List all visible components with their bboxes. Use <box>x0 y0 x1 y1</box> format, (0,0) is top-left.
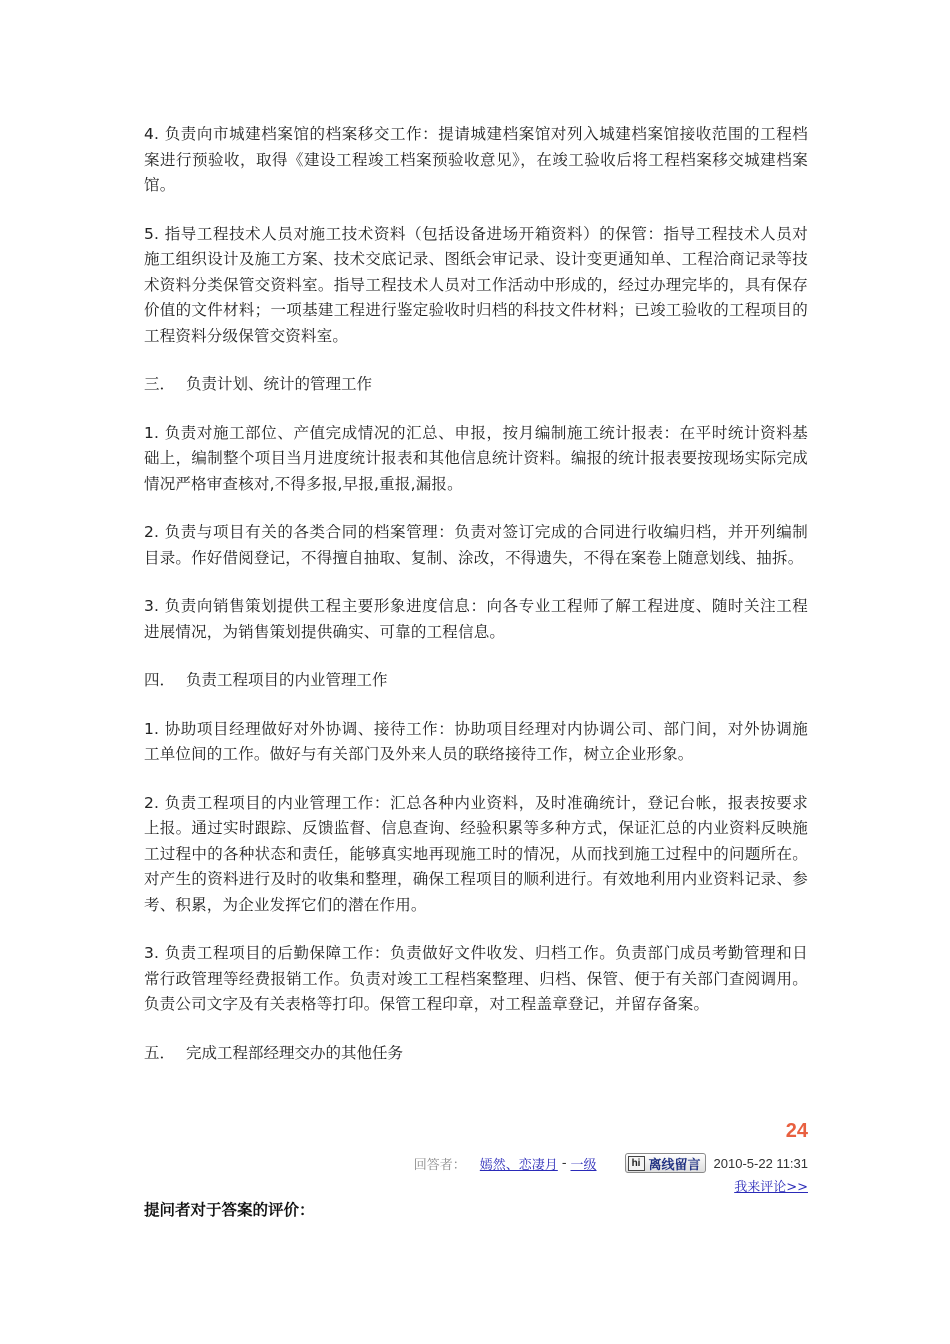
section-number: 五． <box>144 1043 176 1062</box>
section-title: 负责工程项目的内业管理工作 <box>186 671 388 689</box>
answerer-name-link[interactable]: 嫣然、恋凄月 <box>479 1157 558 1173</box>
section3-item-3: 3. 负责向销售策划提供工程主要形象进度信息：向各专业工程师了解工程进度、随时关注工程进展情况，为销售策划提供确实、可靠的工程信息。 <box>144 597 808 641</box>
offline-message-label: 离线留言 <box>648 1157 701 1173</box>
section-heading-3 <box>144 372 808 398</box>
hi-messenger-icon: hi <box>628 1156 645 1171</box>
section-title: 完成工程部经理交办的其他任务 <box>186 1043 404 1062</box>
answerer-label: 回答者： <box>413 1157 466 1173</box>
separator: - <box>561 1155 567 1171</box>
section3-item-1: 1. 负责对施工部位、产值完成情况的汇总、申报，按月编制施工统计报表：在平时统计资料基础上，编制整个项目当月进度统计报表和其他信息统计资料。编报的统计报表要按现场实际完成情况严格审查核对,不得多报,早报,重报,漏报。 <box>144 423 808 493</box>
section-heading-5 <box>144 1041 808 1067</box>
section-title: 负责计划、统计的管理工作 <box>186 375 373 393</box>
add-comment-link[interactable]: 我来评论>> <box>734 1180 808 1195</box>
section3-item-2: 2. 负责与项目有关的各类合同的档案管理：负责对签订完成的合同进行收编归档，并开列编制目录。作好借阅登记，不得擅自抽取、复制、涂改，不得遗失，不得在案卷上随意划线、抽拆。 <box>144 523 808 567</box>
section-heading-4 <box>144 668 808 694</box>
evaluation-heading: 提问者对于答案的评价： <box>144 1201 315 1219</box>
answerer-level-link[interactable]: 一级 <box>570 1157 597 1173</box>
paragraph-5: 5. 指导工程技术人员对施工技术资料（包括设备进场开箱资料）的保管：指导工程技术人员对施工组织设计及施工方案、技术交底记录、图纸会审记录、设计变更通知单、工程洽商记录等技术资料分类保管交资料室。指导工程技术人员对工作活动中形成的，经过办理完毕的，具有保存价值的文件材料；一项基建工程进行鉴定验收时归档的科技文件材料；已竣工验收的工程项目的工程资料分级保管交资料室。 <box>144 224 808 345</box>
section-number: 三． <box>144 375 176 393</box>
section-number: 四． <box>144 671 176 689</box>
paragraph-4: 4. 负责向市城建档案馆的档案移交工作：提请城建档案馆对列入城建档案馆接收范围的工程档案进行预验收，取得《建设工程竣工档案预验收意见》，在竣工验收后将工程档案移交城建档案馆。 <box>144 125 808 194</box>
answer-content <box>144 122 808 1089</box>
answer-date: 2010-5-22 11:31 <box>713 1155 808 1171</box>
section4-item-3: 3. 负责工程项目的后勤保障工作：负责做好文件收发、归档工作。负责部门成员考勤管理和日常行政管理等经费报销工作。负责对竣工工程档案整理、归档、保管、便于有关部门查阅调用。负责公司文字及有关表格等打印。保管工程印章，对工程盖章登记，并留存备案。 <box>144 944 808 1013</box>
section4-item-2: 2. 负责工程项目的内业管理工作：汇总各种内业资料，及时准确统计，登记台帐，报表按要求上报。通过实时跟踪、反馈监督、信息查询、经验积累等多种方式，保证汇总的内业资料反映施工过程中的各种状态和责任，能够真实地再现施工时的情况，从而找到施工过程中的问题所在。对产生的资料进行及时的收集和整理，确保工程项目的顺利进行。有效地利用内业资料记录、参考、积累，为企业发挥它们的潜在作用。 <box>144 793 808 914</box>
offline-message-button[interactable] <box>625 1153 706 1173</box>
answer-score: 24 <box>785 1120 808 1142</box>
answerer-info <box>414 1150 808 1176</box>
section4-item-1: 1. 协助项目经理做好对外协调、接待工作：协助项目经理对内协调公司、部门间，对外协调施工单位间的工作。做好与有关部门及外来人员的联络接待工作，树立企业形象。 <box>144 719 808 763</box>
